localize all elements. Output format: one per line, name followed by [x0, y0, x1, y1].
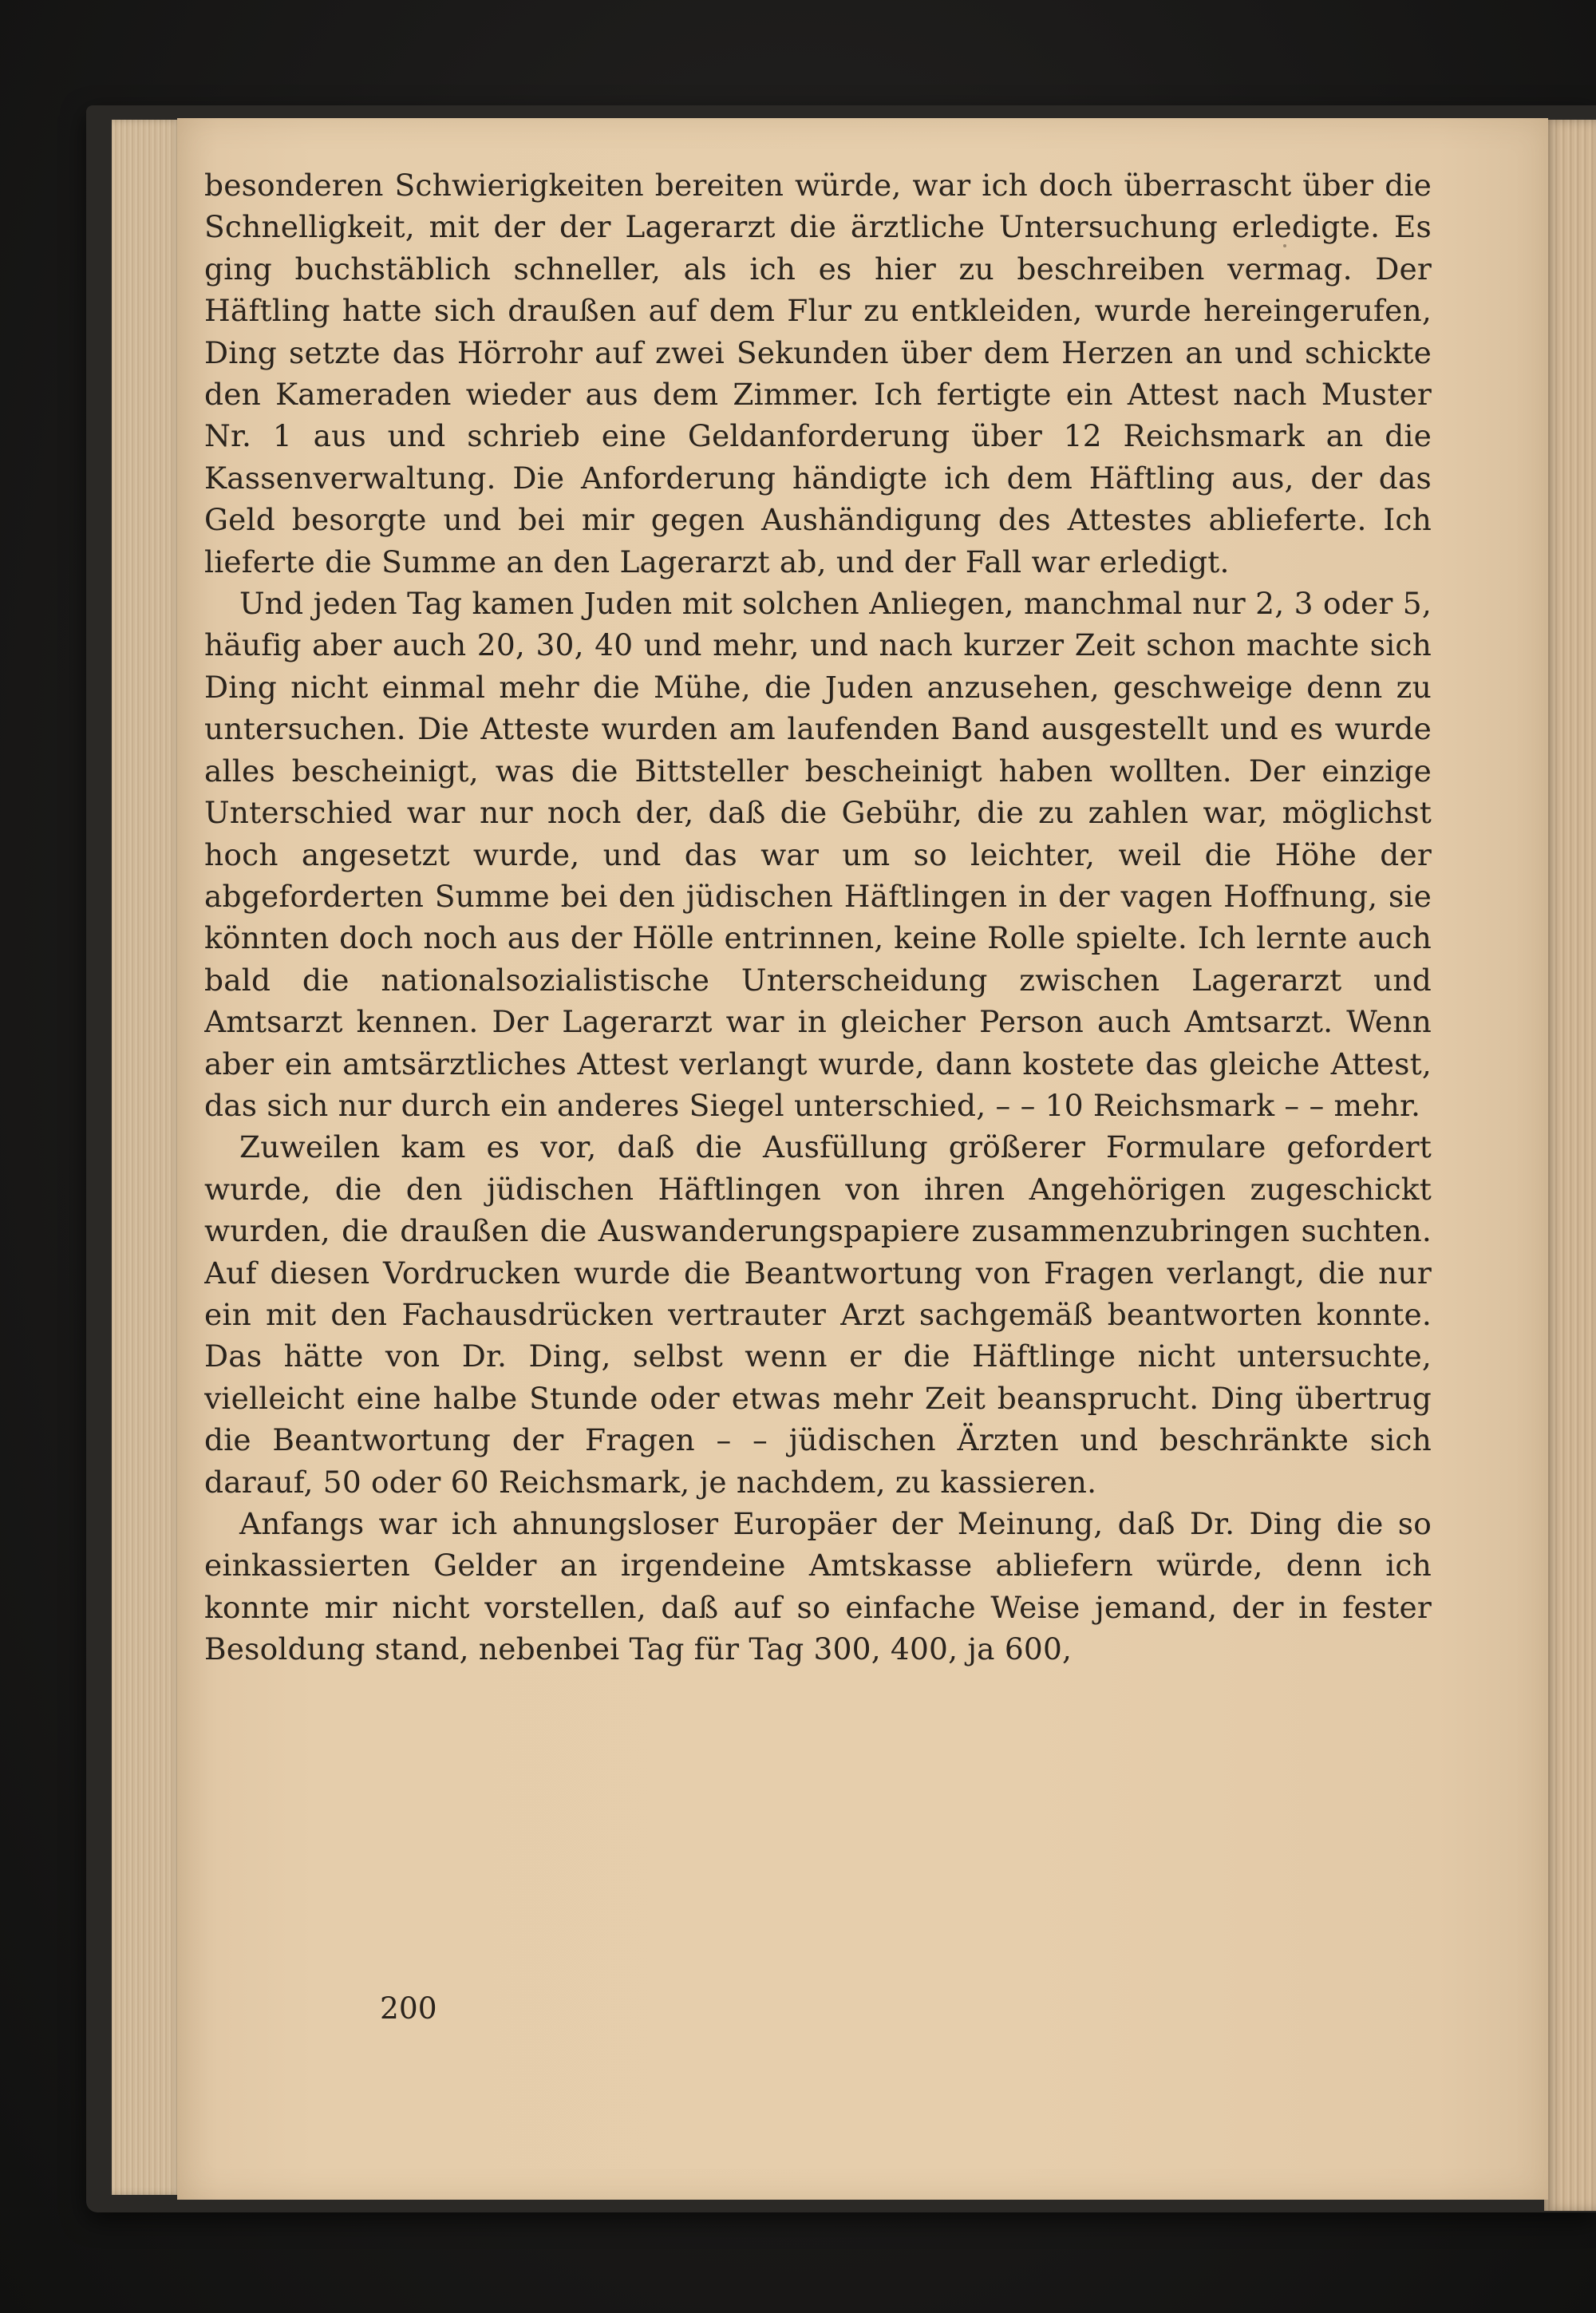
page-number: 200: [380, 1991, 437, 2026]
paragraph-2: Und jeden Tag kamen Juden mit solchen Anliegen, manchmal nur 2, 3 oder 5, häufig aber auch 20, 30, 40 und mehr, und nach kurzer Zeit schon machte sich Ding nicht einmal mehr die Mühe, die Juden anzusehen, geschweige denn zu untersuchen. Die Atteste wurden am laufenden Band ausgestellt und es wurde alles bescheinigt, was die Bittsteller bescheinigt haben wollten. Der einzige Unterschied war nur noch der, daß die Gebühr, die zu zahlen war, möglichst hoch angesetzt wurde, und das war um so leichter, weil die Höhe der abgeforderten Summe bei den jüdischen Häftlingen in der vagen Hoffnung, sie könnten doch noch aus der Hölle entrinnen, keine Rolle spielte. Ich lernte auch bald die nationalsozialistische Unterscheidung zwischen Lagerarzt und Amtsarzt kennen. Der Lagerarzt war in gleicher Person auch Amtsarzt. Wenn aber ein amtsärztliches Attest verlangt wurde, dann kostete das gleiche Attest, das sich nur durch ein anderes Siegel unterschied, – – 10 Reichsmark – – mehr.: [204, 586, 1432, 1123]
paragraph-3: Zuweilen kam es vor, daß die Ausfüllung größerer Formulare gefordert wurde, die den jüdischen Häftlingen von ihren Angehörigen zugeschickt wurden, die draußen die Auswanderungspapiere zusammenzubringen suchten. Auf diesen Vordrucken wurde die Beantwortung von Fragen verlangt, die nur ein mit den Fachausdrücken vertrauter Arzt sachgemäß beantworten konnte. Das hätte von Dr. Ding, selbst wenn er die Häftlinge nicht untersuchte, vielleicht eine halbe Stunde oder etwas mehr Zeit beansprucht. Ding übertrug die Beantwortung der Fragen – – jüdischen Ärzten und beschränkte sich darauf, 50 oder 60 Reichsmark, je nachdem, zu kassieren.: [204, 1129, 1432, 1500]
page-edges-right: [1544, 120, 1596, 2211]
page-edges-left: [112, 120, 182, 2195]
paragraph-4: Anfangs war ich ahnungsloser Europäer der Meinung, daß Dr. Ding die so einkassierten Gelder an irgendeine Amtskasse abliefern würde, denn ich konnte mir nicht vorstellen, daß auf so einfache Weise jemand, der in fester Besoldung stand, nebenbei Tag für Tag 300, 400, ja 600,: [204, 1506, 1432, 1667]
paragraph-1: besonderen Schwierigkeiten bereiten würde, war ich doch überrascht über die Schnelligkeit, mit der der Lagerarzt die ärztliche Untersuchung erledigte. Es ging buchstäblich schneller, als ich es hier zu beschreiben vermag. Der Häftling hatte sich draußen auf dem Flur zu entkleiden, wurde hereingerufen, Ding setzte das Hörrohr auf zwei Sekunden über dem Herzen an und schickte den Kameraden wieder aus dem Zimmer. Ich fertigte ein Attest nach Muster Nr. 1 aus und schrieb eine Geldanforderung über 12 Reichsmark an die Kassenverwaltung. Die Anforderung händigte ich dem Häftling aus, der das Geld besorgte und bei mir gegen Aushändigung des Attestes ablieferte. Ich lieferte die Summe an den Lagerarzt ab, und der Fall war erledigt.: [204, 168, 1432, 579]
body-text: [204, 164, 1432, 1936]
